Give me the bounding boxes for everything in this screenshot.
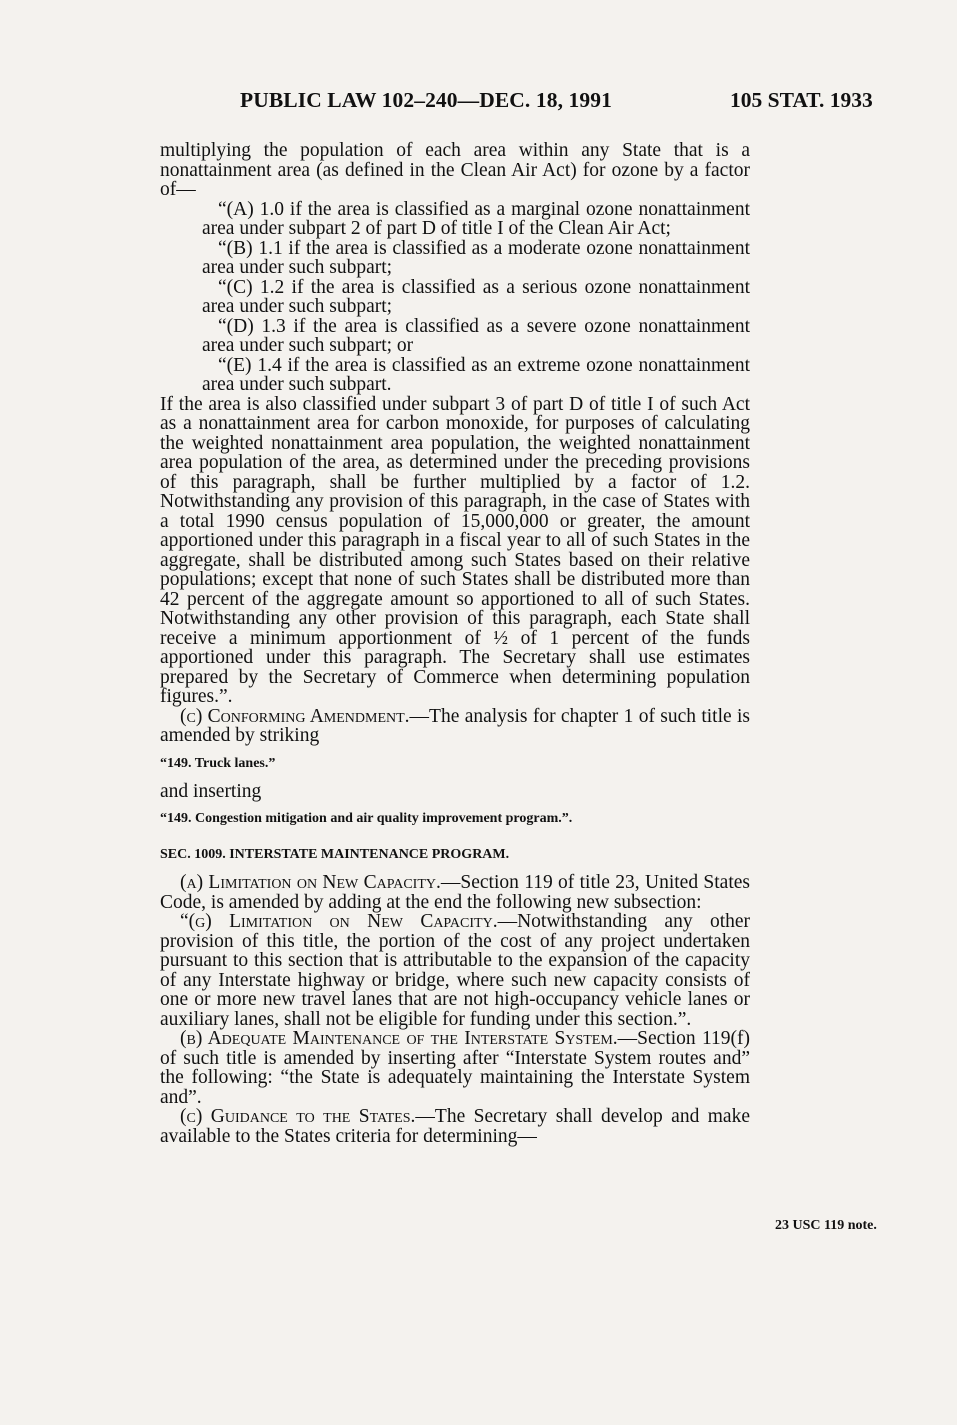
page-reference: 105 STAT. 1933	[730, 88, 873, 112]
inserted-entry: “149. Congestion mitigation and air quality improvement program.”.	[160, 811, 573, 826]
subsection-b-paragraph	[160, 1029, 750, 1107]
document-body	[160, 141, 750, 1146]
factor-item: “(A) 1.0 if the area is classified as a marginal ozone nonattainment area under subpart 2 of part D of title I of the Clean Air Act;	[202, 198, 750, 239]
conforming-amendment-paragraph	[160, 707, 750, 746]
intro-paragraph: multiplying the population of each area within any State that is a nonattainment area (as defined in the Clean Air Act) for ozone by a factor of—	[160, 140, 750, 200]
factor-item: “(D) 1.3 if the area is classified as a severe ozone nonattainment area under such subpart; or	[202, 315, 750, 356]
subsection-c-label: (c) Guidance to the States.	[180, 1106, 416, 1127]
subsection-c-paragraph	[160, 1107, 750, 1146]
subsection-c-text: —The Secretary shall develop and make available to the States criteria for determining—	[160, 1106, 750, 1147]
subsection-a-text: —Section 119 of title 23, United States Code, is amended by adding at the end the following new subsection:	[160, 872, 750, 913]
subsection-b-text: —Section 119(f) of such title is amended by inserting after “Interstate System routes and” the following: “the State is adequately maintaining the Interstate System and”.	[160, 1028, 751, 1108]
subsection-g-label: “(g) Limitation on New Capacity.	[180, 911, 498, 932]
subsection-g-paragraph	[160, 912, 750, 1029]
subsection-b-label: (b) Adequate Maintenance of the Interstate System.	[180, 1028, 618, 1049]
conforming-amendment-text: —The analysis for chapter 1 of such title is amended by striking	[160, 705, 750, 746]
factor-item: “(E) 1.4 if the area is classified as an extreme ozone nonattainment area under such subpart.	[202, 354, 750, 395]
margin-note: 23 USC 119 note.	[775, 1218, 877, 1233]
factor-item: “(C) 1.2 if the area is classified as a serious ozone nonattainment area under such subpart;	[202, 276, 750, 317]
section-heading: SEC. 1009. INTERSTATE MAINTENANCE PROGRAM.	[160, 847, 510, 862]
factor-item: “(B) 1.1 if the area is classified as a moderate ozone nonattainment area under such subpart;	[202, 237, 750, 278]
subsection-a-paragraph	[160, 873, 750, 912]
and-inserting-text: and inserting	[160, 780, 262, 802]
subsection-g-text: —Notwithstanding any other provision of this title, the portion of the cost of any project undertaken pursuant to this section that is attributable to the expansion of the capacity of any Interstate highway or bridge, where such new capacity consists of one or more new travel lanes that are not high-occupancy vehicle lanes or auxiliary lanes, shall not be eligible for funding under this section.”.	[160, 911, 751, 1030]
subsection-a-label: (a) Limitation on New Capacity.	[180, 872, 441, 893]
running-title: PUBLIC LAW 102–240—DEC. 18, 1991	[240, 88, 612, 112]
continuation-paragraph: If the area is also classified under subpart 3 of part D of title I of such Act as a nonattainment area for carbon monoxide, for purposes of calculating the weighted nonattainment area population, the weighted nonattainment area population of the area, as determined under the preceding provisions of this paragraph, shall be further multiplied by a factor of 1.2. Notwithstanding any provision of this paragraph, in the case of States with a total 1990 census population of 15,000,000 or greater, the amount apportioned under this paragraph in a fiscal year to all of such States in the aggregate, shall be distributed among such States based on their relative populations; except that none of such States shall be distributed more than 42 percent of the aggregate amount so apportioned to all of such States. Notwithstanding any other provision of this paragraph, each State shall receive a minimum apportionment of ½ of 1 percent of the funds apportioned under this paragraph. The Secretary shall use estimates prepared by the Secretary of Commerce when determining population figures.”.	[160, 393, 750, 707]
conforming-amendment-label: (c) Conforming Amendment.	[180, 705, 410, 727]
struck-entry: “149. Truck lanes.”	[160, 755, 276, 771]
